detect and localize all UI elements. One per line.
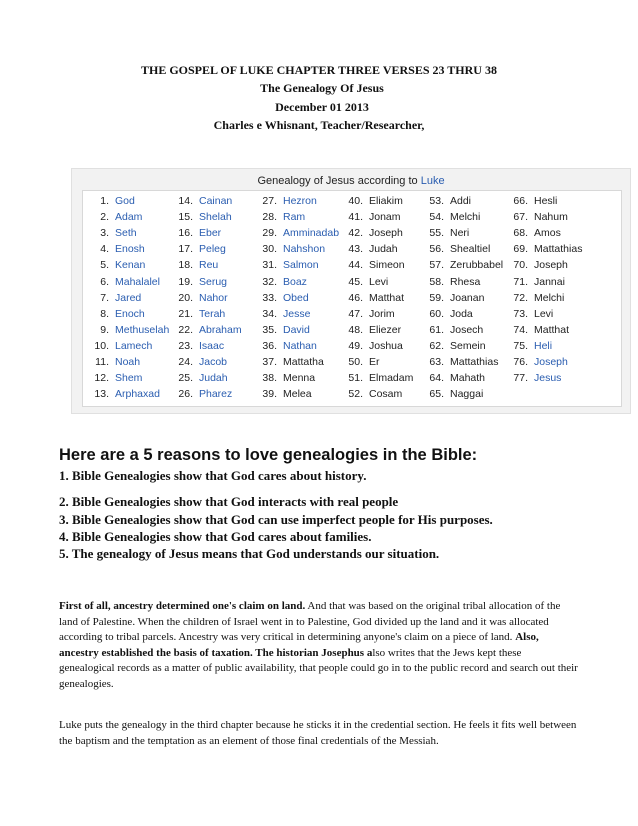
genealogy-entry-number: 66. (513, 195, 528, 207)
genealogy-entry-number: 6. (100, 275, 109, 288)
paragraph-ancestry (59, 599, 579, 692)
genealogy-entry-name: Josech (450, 323, 484, 336)
genealogy-entry-name[interactable]: Judah (199, 372, 228, 385)
genealogy-entry-number: 1. (100, 195, 109, 207)
genealogy-entry (255, 372, 315, 388)
genealogy-entry (506, 308, 553, 324)
genealogy-entry-number: 14. (178, 195, 193, 207)
genealogy-entry-number: 73. (513, 307, 528, 320)
genealogy-entry-number: 54. (429, 211, 444, 224)
genealogy-entry-number: 44. (348, 259, 363, 272)
genealogy-entry-name: Nahum (534, 211, 568, 224)
genealogy-entry[interactable] (87, 195, 135, 211)
genealogy-entry-name: Simeon (369, 259, 405, 272)
genealogy-entry-name[interactable]: Cainan (199, 195, 233, 207)
genealogy-entry-number: 46. (348, 291, 363, 304)
genealogy-entry-name: Zerubbabel (450, 259, 504, 272)
genealogy-entry-name[interactable]: Jesus (534, 372, 562, 385)
genealogy-entry[interactable] (506, 340, 552, 356)
genealogy-entry-number: 50. (348, 356, 363, 368)
genealogy-entry-name[interactable]: Enoch (115, 307, 145, 320)
genealogy-entry-number: 58. (429, 275, 444, 288)
genealogy-title-link[interactable]: Luke (420, 175, 445, 187)
genealogy-entry-number: 26. (178, 388, 193, 401)
genealogy-entry-name[interactable]: Peleg (199, 243, 226, 256)
genealogy-entry-number: 65. (429, 388, 444, 401)
genealogy-entry (341, 308, 395, 324)
genealogy-entry[interactable] (255, 308, 310, 324)
genealogy-entry[interactable] (255, 292, 309, 308)
genealogy-entry[interactable] (171, 227, 221, 243)
genealogy-entry-number: 67. (513, 211, 528, 224)
reason-item: 4. Bible Genealogies show that God cares about families. (59, 529, 372, 544)
genealogy-entry-number: 22. (178, 323, 193, 336)
genealogy-entry-name[interactable]: Amminadab (283, 227, 340, 240)
genealogy-entry-name: Mahath (450, 372, 486, 385)
genealogy-entry-name: Amos (534, 227, 561, 240)
genealogy-entry-number: 63. (429, 356, 444, 368)
genealogy-entry-name: Jonam (369, 211, 401, 224)
genealogy-entry-name: Matthat (369, 291, 405, 304)
genealogy-entry[interactable] (87, 356, 140, 372)
genealogy-entry-name: Joseph (534, 259, 568, 272)
genealogy-entry-number: 35. (262, 323, 277, 336)
genealogy-entry-name: Cosam (369, 388, 403, 401)
genealogy-entry[interactable] (171, 372, 228, 388)
genealogy-entry (341, 372, 413, 388)
genealogy-entry-number: 57. (429, 259, 444, 272)
genealogy-entry (255, 388, 312, 404)
genealogy-entry (341, 356, 380, 372)
genealogy-entry-number: 5. (100, 259, 109, 272)
genealogy-entry-number: 48. (348, 323, 363, 336)
genealogy-entry (422, 340, 486, 356)
genealogy-entry-number: 43. (348, 243, 363, 256)
genealogy-entry-name: Levi (369, 275, 389, 288)
genealogy-entry[interactable] (506, 372, 561, 388)
genealogy-entry-name: Eliakim (369, 195, 403, 207)
genealogy-entry-name: Hesli (534, 195, 558, 207)
genealogy-entry-number: 47. (348, 307, 363, 320)
genealogy-entry-name[interactable]: Joseph (534, 356, 568, 368)
genealogy-entry-name: Neri (450, 227, 470, 240)
genealogy-entry-number: 12. (94, 372, 109, 385)
genealogy-entry-name: Shealtiel (450, 243, 491, 256)
genealogy-entry-number: 64. (429, 372, 444, 385)
genealogy-entry-number: 76. (513, 356, 528, 368)
genealogy-entry[interactable] (87, 308, 145, 324)
genealogy-entry-number: 8. (100, 307, 109, 320)
paragraph-ancestry-bold-1: First of all, ancestry determined one's claim on land. (59, 600, 306, 612)
genealogy-entry-number: 62. (429, 339, 444, 352)
genealogy-entry-name[interactable]: Noah (115, 356, 141, 368)
genealogy-entry-name[interactable]: Adam (115, 211, 143, 224)
genealogy-entry[interactable] (171, 340, 224, 356)
paragraph-ancestry-text-1: And that was based on the original tribal allocation of the land of Palestine. When the children of Israel went in to Palestine, God divided up the land and it was allocated according to tribal parcels. Ancestry was very critical in determining anyone's claim on a piece of land. (59, 600, 561, 643)
genealogy-entry[interactable] (171, 292, 228, 308)
genealogy-entry-name[interactable]: David (283, 323, 310, 336)
genealogy-entry[interactable] (87, 211, 142, 227)
genealogy-entry-number: 37. (262, 356, 277, 368)
genealogy-entry-number: 61. (429, 323, 444, 336)
genealogy-entry-name[interactable]: Arphaxad (115, 388, 160, 401)
genealogy-entry (422, 211, 480, 227)
genealogy-entry (422, 292, 484, 308)
genealogy-entry-number: 75. (513, 339, 528, 352)
genealogy-entry[interactable] (506, 356, 568, 372)
genealogy-entry-name[interactable]: Kenan (115, 259, 146, 272)
genealogy-entry (422, 324, 483, 340)
document-subtitle: The Genealogy Of Jesus (260, 81, 384, 95)
reason-item: 1. Bible Genealogies show that God cares about history. (59, 468, 367, 483)
genealogy-entry (506, 195, 557, 211)
genealogy-entry-number: 74. (513, 323, 528, 336)
genealogy-entry-number: 31. (262, 259, 277, 272)
genealogy-table (82, 190, 622, 407)
document-date: December 01 2013 (275, 100, 369, 114)
genealogy-entry-number: 38. (262, 372, 277, 385)
genealogy-entry-name[interactable]: Pharez (199, 388, 233, 401)
genealogy-entry (422, 243, 490, 259)
genealogy-entry-number: 68. (513, 227, 528, 240)
genealogy-entry-name[interactable]: Jacob (199, 356, 228, 368)
genealogy-entry-name[interactable]: Boaz (283, 275, 307, 288)
genealogy-entry-number: 3. (100, 227, 109, 240)
genealogy-entry-name[interactable]: Mahalalel (115, 275, 160, 288)
genealogy-entry (341, 243, 398, 259)
genealogy-entry-number: 27. (262, 195, 277, 207)
genealogy-entry (422, 308, 473, 324)
genealogy-entry-name[interactable]: Enosh (115, 243, 145, 256)
genealogy-entry[interactable] (171, 388, 232, 404)
genealogy-entry-number: 16. (178, 227, 193, 240)
genealogy-entry[interactable] (87, 276, 160, 292)
genealogy-entry-number: 69. (513, 243, 528, 256)
genealogy-entry-name: Jannai (534, 275, 565, 288)
genealogy-entry-number: 52. (348, 388, 363, 401)
genealogy-entry[interactable] (87, 292, 141, 308)
genealogy-entry-number: 20. (178, 291, 193, 304)
genealogy-entry-name[interactable]: Lamech (115, 339, 153, 352)
genealogy-entry (506, 227, 561, 243)
genealogy-entry (341, 388, 402, 404)
genealogy-entry-name[interactable]: Seth (115, 227, 137, 240)
genealogy-entry-number: 42. (348, 227, 363, 240)
genealogy-entry (422, 195, 471, 211)
genealogy-entry-name: Levi (534, 307, 554, 320)
genealogy-entry-number: 51. (348, 372, 363, 385)
genealogy-entry (341, 195, 403, 211)
genealogy-entry-number: 4. (100, 243, 109, 256)
genealogy-entry (422, 227, 469, 243)
genealogy-entry-name: Jorim (369, 307, 395, 320)
genealogy-entry (506, 292, 564, 308)
genealogy-entry[interactable] (87, 259, 145, 275)
genealogy-entry[interactable] (255, 340, 317, 356)
genealogy-entry-name[interactable]: Reu (199, 259, 219, 272)
genealogy-entry[interactable] (171, 243, 226, 259)
paragraph-ancestry-bold-2: Also, ancestry established the basis of taxation. The historian Josephus a (59, 631, 539, 659)
genealogy-table-image (71, 168, 631, 414)
genealogy-entry-name: Naggai (450, 388, 484, 401)
genealogy-entry[interactable] (255, 195, 317, 211)
genealogy-entry (341, 276, 388, 292)
reason-item: 2. Bible Genealogies show that God interacts with real people (59, 494, 399, 509)
genealogy-entry (341, 340, 403, 356)
genealogy-entry[interactable] (255, 259, 319, 275)
genealogy-entry-number: 24. (178, 356, 193, 368)
genealogy-entry-number: 23. (178, 339, 193, 352)
genealogy-entry[interactable] (87, 388, 160, 404)
genealogy-entry-name[interactable]: Serug (199, 275, 228, 288)
genealogy-entry-name[interactable]: Jesse (283, 307, 311, 320)
genealogy-entry-name[interactable]: Shem (115, 372, 143, 385)
genealogy-entry-name: Menna (283, 372, 316, 385)
genealogy-entry-name[interactable]: Hezron (283, 195, 317, 207)
genealogy-entry-number: 41. (348, 211, 363, 224)
genealogy-entry (422, 372, 485, 388)
genealogy-entry-name[interactable]: Ram (283, 211, 306, 224)
genealogy-entry-name: Eliezer (369, 323, 402, 336)
genealogy-entry-number: 40. (348, 195, 363, 207)
genealogy-entry-number: 59. (429, 291, 444, 304)
genealogy-entry-name: Er (369, 356, 380, 368)
genealogy-entry[interactable] (255, 211, 305, 227)
genealogy-entry-name[interactable]: Obed (283, 291, 309, 304)
reason-item: 5. The genealogy of Jesus means that God understands our situation. (59, 546, 440, 561)
genealogy-entry-name: Melchi (450, 211, 481, 224)
genealogy-entry-number: 7. (100, 291, 109, 304)
genealogy-entry (506, 324, 569, 340)
genealogy-entry-name[interactable]: Eber (199, 227, 222, 240)
genealogy-entry-name: Rhesa (450, 275, 481, 288)
genealogy-entry-name: Semein (450, 339, 486, 352)
genealogy-entry-name: Mattathias (534, 243, 583, 256)
genealogy-entry (341, 292, 404, 308)
reasons-heading: Here are a 5 reasons to love genealogies in the Bible: (59, 446, 478, 464)
genealogy-entry-number: 13. (94, 388, 109, 401)
genealogy-entry-name[interactable]: Heli (534, 339, 553, 352)
genealogy-entry-number: 29. (262, 227, 277, 240)
genealogy-entry (422, 356, 498, 372)
genealogy-entry-number: 11. (95, 356, 109, 368)
genealogy-entry[interactable] (255, 276, 307, 292)
genealogy-entry[interactable] (171, 276, 227, 292)
genealogy-entry[interactable] (171, 356, 227, 372)
genealogy-entry[interactable] (171, 259, 218, 275)
genealogy-entry (341, 259, 405, 275)
genealogy-entry (422, 276, 480, 292)
genealogy-entry[interactable] (255, 324, 310, 340)
genealogy-entry-number: 32. (262, 275, 277, 288)
genealogy-entry-name[interactable]: Nahor (199, 291, 228, 304)
genealogy-entry-number: 18. (178, 259, 193, 272)
genealogy-entry[interactable] (87, 324, 169, 340)
genealogy-entry (341, 324, 401, 340)
genealogy-entry-name: Elmadam (369, 372, 414, 385)
genealogy-entry[interactable] (255, 227, 339, 243)
genealogy-entry-name: Matthat (534, 323, 570, 336)
genealogy-entry-number: 19. (178, 275, 193, 288)
genealogy-entry-name[interactable]: Isaac (199, 339, 225, 352)
genealogy-title-prefix: Genealogy of Jesus according to (257, 175, 421, 187)
genealogy-entry-number: 77. (513, 372, 528, 385)
genealogy-entry-number: 10. (94, 339, 109, 352)
genealogy-entry-name[interactable]: Nahshon (283, 243, 326, 256)
genealogy-entry-name[interactable]: Salmon (283, 259, 319, 272)
genealogy-entry-number: 53. (429, 195, 444, 207)
genealogy-entry-number: 2. (100, 211, 109, 224)
genealogy-entry-number: 60. (429, 307, 444, 320)
genealogy-entry-number: 72. (513, 291, 528, 304)
genealogy-entry[interactable] (87, 227, 137, 243)
genealogy-entry-number: 30. (262, 243, 277, 256)
genealogy-entry-number: 15. (178, 211, 193, 224)
genealogy-entry-number: 17. (178, 243, 193, 256)
genealogy-entry[interactable] (171, 308, 225, 324)
genealogy-entry-name: Mattatha (283, 356, 324, 368)
genealogy-entry-number: 33. (262, 291, 277, 304)
paragraph-luke: Luke puts the genealogy in the third chapter because he sticks it in the credential section. He feels it fits well between the baptism and the temptation as an element of those final credentials of the Messiah. (59, 719, 577, 747)
genealogy-entry-number: 36. (262, 339, 277, 352)
genealogy-entry[interactable] (171, 195, 232, 211)
genealogy-entry-name: Addi (450, 195, 472, 207)
genealogy-entry (255, 356, 324, 372)
genealogy-entry[interactable] (87, 372, 142, 388)
genealogy-entry (341, 227, 403, 243)
genealogy-entry (506, 211, 568, 227)
genealogy-entry-name[interactable]: Jared (115, 291, 142, 304)
genealogy-entry-number: 21. (178, 307, 193, 320)
paragraph-ancestry-text-2: lso writes that the Jews kept these genealogical records as a matter of public availability, that people could go in to the public record and search out their genealogies. (59, 646, 578, 690)
genealogy-entry-name: Judah (369, 243, 398, 256)
genealogy-entry-name[interactable]: Nathan (283, 339, 317, 352)
document-title: THE GOSPEL OF LUKE CHAPTER THREE VERSES 23 THRU 38 (141, 63, 497, 77)
genealogy-entry[interactable] (171, 324, 242, 340)
genealogy-entry[interactable] (87, 340, 152, 356)
reason-item: 3. Bible Genealogies show that God can use imperfect people for His purposes. (59, 512, 493, 527)
genealogy-entry[interactable] (87, 243, 145, 259)
genealogy-entry-number: 45. (348, 275, 363, 288)
genealogy-entry-name: Joda (450, 307, 473, 320)
genealogy-entry-name[interactable]: Methuselah (115, 323, 170, 336)
genealogy-entry (506, 276, 565, 292)
genealogy-entry-number: 34. (262, 307, 277, 320)
genealogy-entry-name: Joseph (369, 227, 403, 240)
genealogy-entry-name[interactable]: God (115, 195, 135, 207)
genealogy-entry (422, 388, 483, 404)
genealogy-entry-number: 55. (429, 227, 444, 240)
genealogy-entry-number: 9. (100, 323, 109, 336)
genealogy-entry-number: 25. (178, 372, 193, 385)
genealogy-entry-name: Mattathias (450, 356, 499, 368)
genealogy-entry[interactable] (255, 243, 325, 259)
genealogy-entry-name: Melchi (534, 291, 565, 304)
genealogy-entry (341, 211, 401, 227)
genealogy-entry-number: 28. (262, 211, 277, 224)
genealogy-entry[interactable] (171, 211, 232, 227)
genealogy-table-title (72, 175, 630, 187)
genealogy-entry (422, 259, 503, 275)
genealogy-entry-number: 71. (513, 275, 528, 288)
genealogy-entry (506, 243, 582, 259)
genealogy-entry (506, 259, 568, 275)
genealogy-entry-number: 56. (429, 243, 444, 256)
genealogy-entry-number: 70. (513, 259, 528, 272)
genealogy-entry-name: Joanan (450, 291, 485, 304)
genealogy-entry-name[interactable]: Shelah (199, 211, 232, 224)
genealogy-entry-number: 39. (262, 388, 277, 401)
genealogy-entry-name[interactable]: Terah (199, 307, 226, 320)
genealogy-entry-number: 49. (348, 339, 363, 352)
document-author: Charles e Whisnant, Teacher/Researcher, (213, 118, 425, 132)
genealogy-entry-name: Joshua (369, 339, 403, 352)
genealogy-entry-name: Melea (283, 388, 312, 401)
genealogy-entry-name[interactable]: Abraham (199, 323, 242, 336)
